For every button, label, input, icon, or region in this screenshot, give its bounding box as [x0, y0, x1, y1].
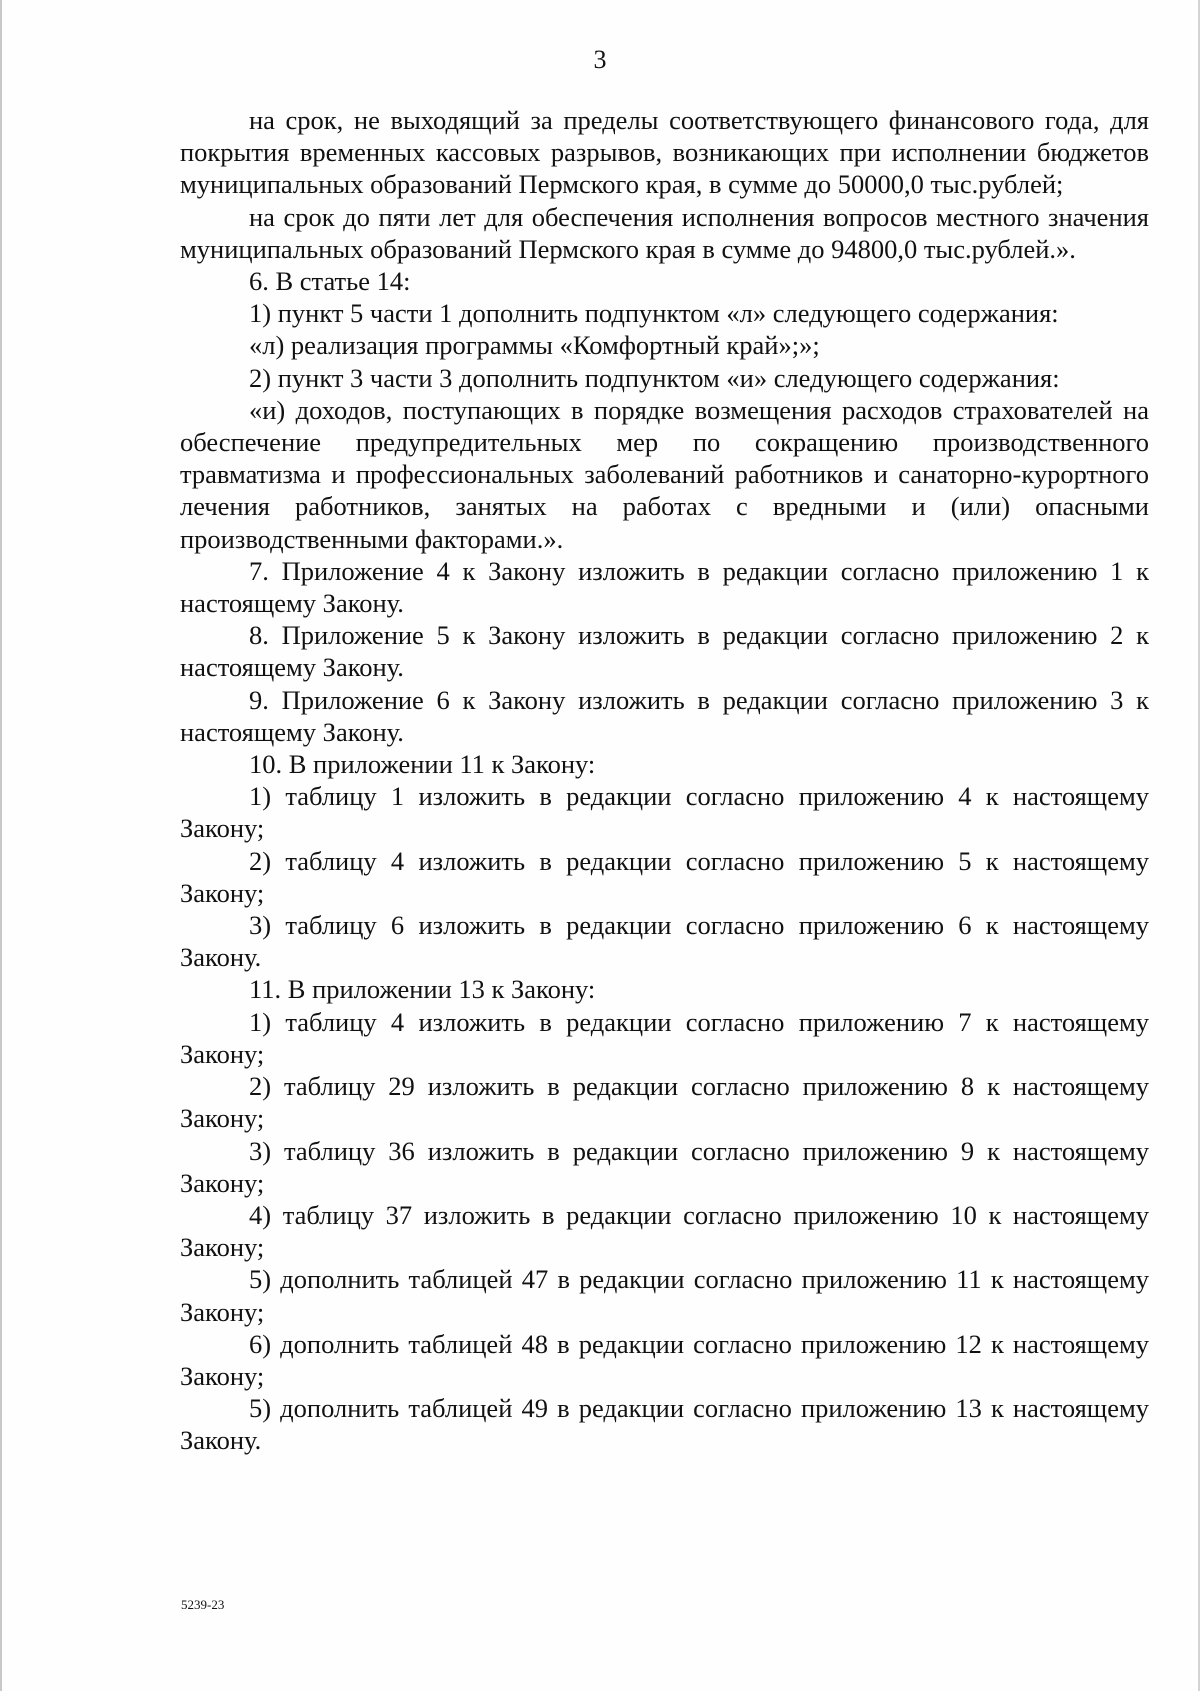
paragraph-item-7: 7. Приложение 4 к Закону изложить в редакции согласно приложению 1 к настоящему Закону. [180, 555, 1149, 619]
paragraph-item-8: 8. Приложение 5 к Закону изложить в редакции согласно приложению 2 к настоящему Закону. [180, 620, 1149, 683]
paragraph-item-11-5: 5) дополнить таблицей 47 в редакции согласно приложению 11 к настоящему Закону; [180, 1264, 1149, 1327]
document-body [180, 104, 1149, 1457]
paragraph-item-11: 11. В приложении 13 к Закону: [249, 974, 596, 1005]
paragraph-item-6-1: 1) пункт 5 части 1 дополнить подпунктом «л» следующего содержания: [249, 298, 1059, 329]
paragraph-subitem-l: «л) реализация программы «Комфортный край»;»; [249, 330, 820, 361]
paragraph-item-9: 9. Приложение 6 к Закону изложить в редакции согласно приложению 3 к настоящему Закону. [180, 684, 1149, 747]
document-code: 5239-23 [181, 1597, 225, 1612]
paragraph-item-10: 10. В приложении 11 к Закону: [249, 749, 596, 780]
paragraph-term-five-years: на срок до пяти лет для обеспечения исполнения вопросов местного значения муниципальных образований Пермского края в сумме до 94800,0 тыс.рублей.». [180, 201, 1149, 264]
paragraph-subitem-i: «и) доходов, поступающих в порядке возмещения расходов страхователей на обеспечение предупредительных мер по сокращению производственного травматизма и профессиональных заболеваний работников и санаторно-курортного лечения работников, занятых на работах с вредными и (или) опасными производственными факторами.». [180, 394, 1149, 554]
paragraph-item-6-2: 2) пункт 3 части 3 дополнить подпунктом «и» следующего содержания: [249, 362, 1060, 393]
paragraph-item-11-6: 6) дополнить таблицей 48 в редакции согласно приложению 12 к настоящему Закону; [180, 1328, 1149, 1391]
page-number: 3 [593, 45, 607, 74]
paragraph-item-11-1: 1) таблицу 4 изложить в редакции согласно приложению 7 к настоящему Закону; [180, 1006, 1149, 1069]
paragraph-item-10-1: 1) таблицу 1 изложить в редакции согласно приложению 4 к настоящему Закону; [180, 781, 1149, 844]
paragraph-item-10-2: 2) таблицу 4 изложить в редакции согласно приложению 5 к настоящему Закону; [180, 845, 1149, 908]
paragraph-term-cash-gaps: на срок, не выходящий за пределы соответствующего финансового года, для покрытия временных кассовых разрывов, возникающих при исполнении бюджетов муниципальных образований Пермского края, в сумме до 50000,0 тыс.рублей; [180, 105, 1149, 200]
paragraph-item-11-7: 5) дополнить таблицей 49 в редакции согласно приложению 13 к настоящему Закону. [180, 1393, 1149, 1456]
paragraph-item-11-4: 4) таблицу 37 изложить в редакции согласно приложению 10 к настоящему Закону; [180, 1199, 1149, 1263]
paragraph-item-11-2: 2) таблицу 29 изложить в редакции согласно приложению 8 к настоящему Закону; [180, 1071, 1149, 1134]
paragraph-item-10-3: 3) таблицу 6 изложить в редакции согласно приложению 6 к настоящему Закону. [180, 910, 1149, 973]
paragraph-item-6: 6. В статье 14: [249, 266, 411, 297]
scan-left-edge [0, 0, 2, 1691]
paragraph-item-11-3: 3) таблицу 36 изложить в редакции согласно приложению 9 к настоящему Закону; [180, 1135, 1149, 1198]
